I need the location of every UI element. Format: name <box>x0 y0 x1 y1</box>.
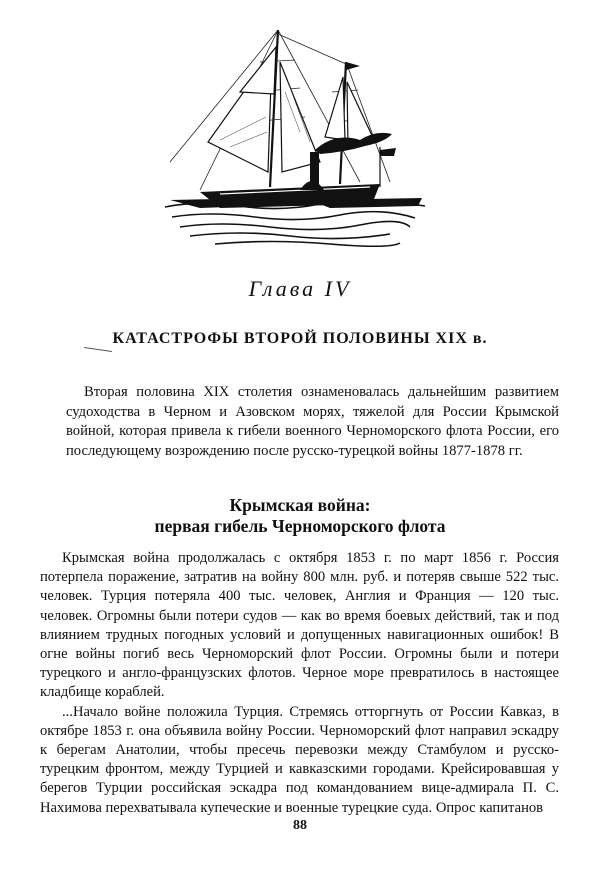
intro-paragraph: Вторая половина XIX столетия ознаменовалась дальнейшим развитием судоходства в Черном и Азовском морях, тяжелой для России Крымской войной, которая привела к гибели военного Черноморского флота России, его последующему возрождению после русско-турецкой войны 1877-1878 гг. <box>66 384 559 459</box>
paragraph: ...Начало войне положила Турция. Стремясь отторгнуть от России Кавказ, в октябре 1853 г. она объявила войну России. Черноморский флот направил эскадру к берегам Анатолии, чтобы пресечь перевозки между Стамбулом и русско-турецким фронтом, между Турцией и кавказскими городами. Крейсировавшая у берегов Турции российская эскадра под командованием вице-адмирала П. С. Нахимова перехватывала купеческие и военные турецкие суда. Опрос капитанов <box>40 703 559 816</box>
section-title <box>0 495 600 537</box>
body-text <box>40 549 559 818</box>
page-number: 88 <box>293 818 307 833</box>
paragraph: Крымская война продолжалась с октября 1853 г. по март 1856 г. Россия потерпела поражение, затратив на войну 800 млн. руб. и потеряв свыше 522 тыс. человек. Турция потеряла 400 тыс. человек, Англия и Франция — 120 тыс. человек. Огромны были потери судов — как во время боевых действий, так и под влиянием трудных погодных условий и допущенных навигационных ошибок! В огне войны погиб весь Черноморский флот России. Огромны были и потери турецкого и англо-французских флотов. Черное море превратилось в настоящее кладбище кораблей. <box>40 550 559 701</box>
chapter-label: Глава IV <box>248 276 352 301</box>
section-title-line-2: первая гибель Черноморского флота <box>154 516 446 536</box>
section-title-line-1: Крымская война: <box>229 495 371 515</box>
chapter-title: КАТАСТРОФЫ ВТОРОЙ ПОЛОВИНЫ XIX в. <box>112 330 488 347</box>
ship-illustration <box>160 22 430 247</box>
